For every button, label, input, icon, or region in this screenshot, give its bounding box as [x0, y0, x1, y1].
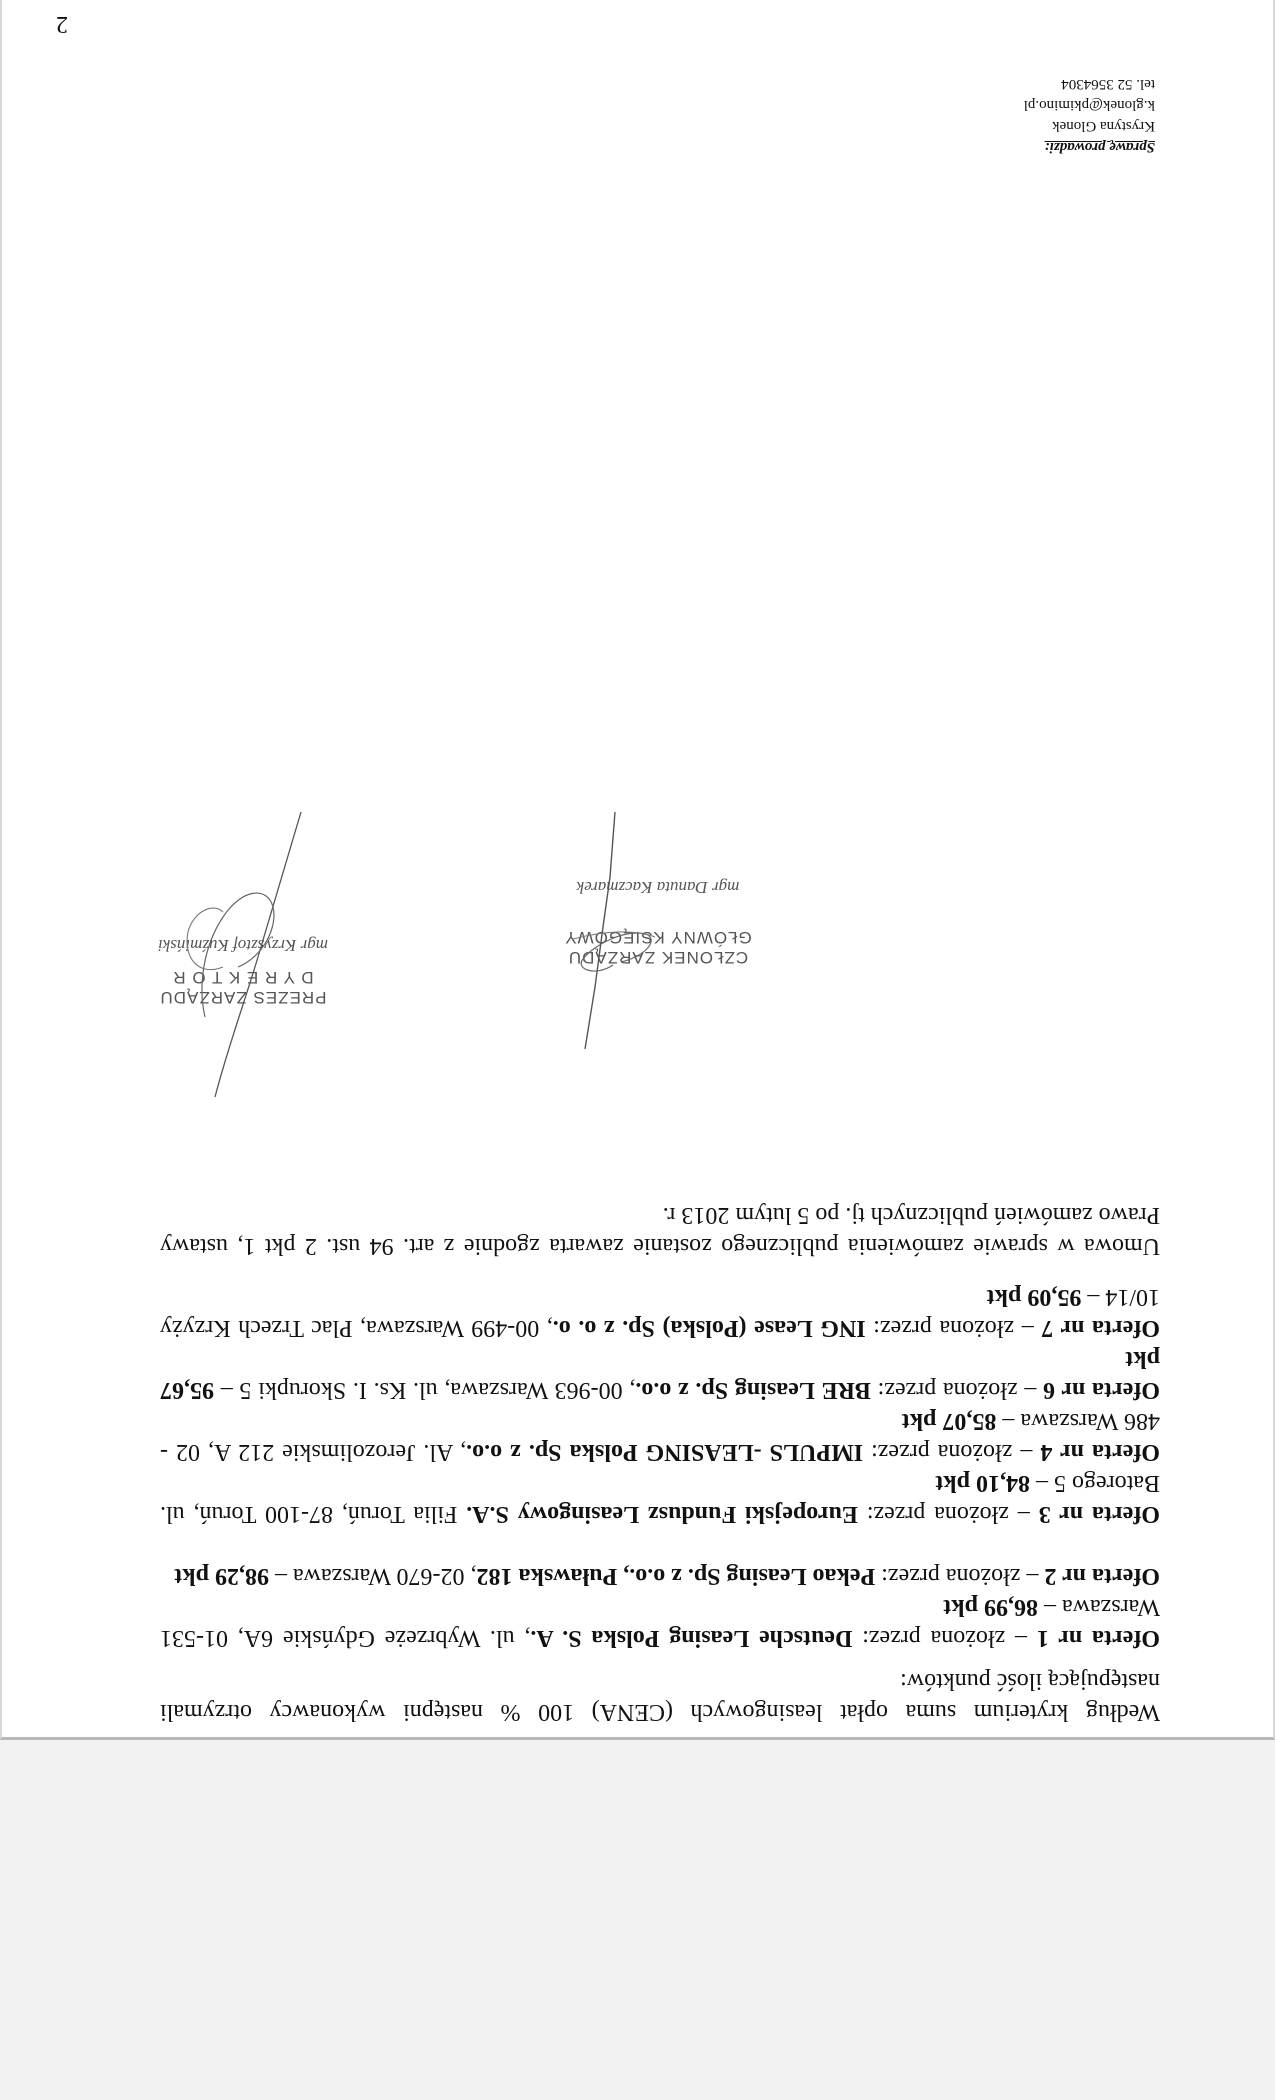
offer-company: BRE Leasing Sp. z o.o. — [635, 1377, 871, 1403]
offer-label: Oferta nr 7 — [1041, 1315, 1160, 1341]
handwritten-signature — [173, 797, 373, 1117]
offer-company: Pekao Leasing Sp. z o.o., Puławska 182 — [476, 1563, 876, 1589]
offer-submitted-by: – złożona przez: — [863, 1439, 1041, 1465]
stamp-title: GŁÓWNY KSIĘGOWY — [564, 928, 752, 947]
offer-label: Oferta nr 4 — [1040, 1439, 1160, 1465]
offer-item — [140, 1281, 1160, 1343]
page-number: 2 — [56, 11, 68, 37]
stamp-title: PREZES ZARZĄDU — [159, 988, 327, 1007]
contact-heading: Sprawę prowadzi: — [1044, 139, 1155, 155]
stamp-title: D Y R E K T O R — [172, 968, 314, 987]
offer-item — [140, 1343, 1160, 1405]
stamp-title: CZŁONEK ZARZĄDU — [567, 948, 749, 967]
offer-item — [140, 1467, 1160, 1529]
offer-label: Oferta nr 2 — [1044, 1563, 1160, 1589]
offer-address: , Al. Jerozolimskie 212 A, 02 - 486 Warszawa – — [159, 1408, 1160, 1465]
offer-submitted-by: – złożona przez: — [857, 1501, 1039, 1527]
intro-paragraph — [140, 1665, 1160, 1727]
offer-submitted-by: – złożona przez: — [875, 1563, 1045, 1589]
offer-address: , 02-670 Warszawa – — [268, 1563, 477, 1589]
contact-block — [1024, 73, 1155, 157]
offer-company: Europejski Fundusz Leasingowy S.A. — [466, 1501, 858, 1527]
offer-label: Oferta nr 3 — [1038, 1501, 1160, 1527]
offer-item — [140, 1591, 1160, 1653]
offer-score: 84,10 pkt — [935, 1470, 1031, 1496]
offer-score: 95,67 pkt — [160, 1346, 1160, 1403]
contact-email: k.glonek@pkimino.pl — [1023, 97, 1155, 113]
offer-submitted-by: – złożona przez: — [865, 1315, 1042, 1341]
offer-submitted-by: – złożona przez: — [870, 1377, 1044, 1403]
offer-address: , 00-963 Warszawa, ul. Ks. I. Skorupki 5 – — [214, 1377, 636, 1403]
offer-address: , 00-499 Warszawa, Plac Trzech Krzyży 10/14 – — [159, 1284, 1160, 1341]
contract-note: Umowa w sprawie zamówienia publicznego zostanie zawarta zgodnie z art. 94 ust. 2 pkt 1, ustawy Prawo zamówień publicznych tj. po 5 lutym 2013 r. — [160, 1202, 1160, 1259]
contact-phone: tel. 52 3564304 — [1061, 76, 1155, 92]
offer-submitted-by: – złożona przez: — [852, 1625, 1037, 1651]
offer-score: 85,07 pkt — [901, 1408, 997, 1434]
contact-name: Krystyna Glonek — [1052, 118, 1155, 134]
offer-company: ING Lease (Polska) Sp. z o. o. — [552, 1315, 866, 1341]
stamp-name: mgr Danuta Kaczmarek — [576, 878, 740, 897]
intro-text: Według kryterium suma opłat leasingowych (CENA) 100 % następni wykonawcy otrzymali następującą ilość punktów: — [160, 1668, 1160, 1725]
handwritten-signature — [513, 797, 713, 1057]
offer-score: 95,09 pkt — [986, 1284, 1082, 1310]
offer-score: 86,99 pkt — [943, 1594, 1038, 1620]
offer-score: 98,29 pkt — [174, 1563, 269, 1589]
offer-item — [140, 1405, 1160, 1467]
offer-label: Oferta nr 1 — [1036, 1625, 1160, 1651]
stamp-name: mgr Krzysztof Kuźmiński — [157, 936, 329, 955]
scanner-margin — [0, 1740, 1275, 2100]
offer-company: Deutsche Leasing Polska S. A. — [530, 1625, 853, 1651]
offer-address: Filia Toruń, 87-100 Toruń, ul. Batorego 5 – — [160, 1470, 1160, 1527]
offer-label: Oferta nr 6 — [1043, 1377, 1160, 1403]
offer-item — [140, 1560, 1160, 1591]
offer-address: , ul. Wybrzeże Gdyńskie 6A, 01-531 Warszawa – — [159, 1594, 1160, 1651]
offer-company: IMPULS -LEASING Polska Sp. z o.o. — [466, 1439, 864, 1465]
